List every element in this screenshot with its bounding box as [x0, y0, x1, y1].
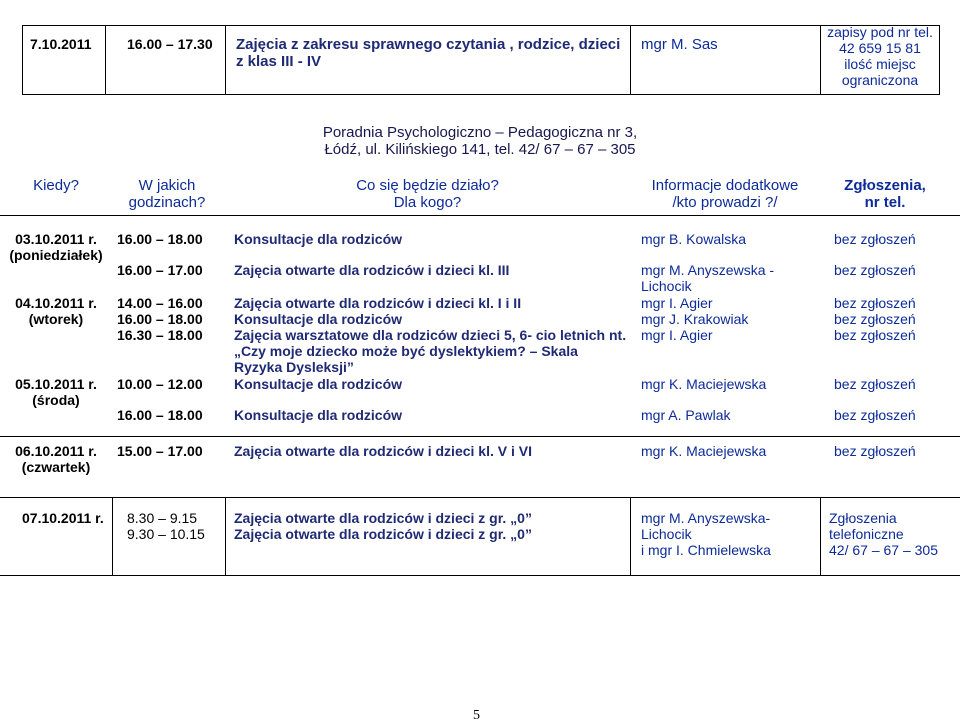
header-info — [630, 177, 820, 211]
row-date-thu — [0, 443, 112, 475]
top-activity-line2: z klas III - IV — [236, 53, 322, 70]
date-label: 05.10.2011 r. — [15, 376, 97, 392]
instructor: mgr A. Pawlak — [641, 407, 731, 423]
activity: Konsultacje dla rodziców — [234, 407, 403, 423]
top-table-divider — [105, 25, 106, 95]
instructor: mgr I. Agier — [641, 327, 713, 343]
top-registration — [820, 24, 940, 88]
instructor: Lichocik — [641, 526, 692, 542]
row-date-wed — [0, 376, 112, 408]
institution-name: Poradnia Psychologiczno – Pedagogiczna nr 3, — [322, 124, 638, 141]
activity: Zajęcia otwarte dla rodziców i dzieci kl. V i VI — [234, 443, 532, 459]
day-label: (poniedziałek) — [9, 247, 103, 263]
row-rule — [0, 575, 960, 576]
top-table-border-top — [22, 25, 940, 26]
activity: Zajęcia otwarte dla rodziców i dzieci kl. I i II — [234, 295, 522, 311]
registration-info: 42/ 67 – 67 – 305 — [829, 542, 938, 558]
registration-info: bez zgłoszeń — [834, 443, 916, 459]
time-slot: 14.00 – 16.00 — [117, 295, 203, 311]
activity: Konsultacje dla rodziców — [234, 311, 403, 327]
header-rule — [0, 215, 960, 216]
activity: Konsultacje dla rodziców — [234, 231, 403, 247]
header-when: Kiedy? — [33, 177, 79, 194]
time-slot: 16.00 – 18.00 — [117, 231, 203, 247]
registration-info: bez zgłoszeń — [834, 376, 916, 392]
top-registration-line3: ilość miejsc — [844, 56, 916, 72]
time-slot: 16.00 – 17.00 — [117, 262, 203, 278]
registration-info: telefoniczne — [829, 526, 904, 542]
top-activity-line1: Zajęcia z zakresu sprawnego czytania , rodzice, dzieci — [236, 36, 621, 53]
registration-info: bez zgłoszeń — [834, 327, 916, 343]
activity: Zajęcia otwarte dla rodziców i dzieci z gr. „0” — [234, 510, 532, 526]
header-hours-line2: godzinach? — [128, 194, 206, 211]
registration-info: bez zgłoszeń — [834, 231, 916, 247]
top-table-divider — [225, 25, 226, 95]
instructor: i mgr I. Chmielewska — [641, 542, 771, 558]
header-info-line2: /kto prowadzi ?/ — [672, 194, 778, 211]
date-label: 07.10.2011 r. — [22, 510, 104, 526]
top-person: mgr M. Sas — [641, 36, 718, 53]
column-divider — [112, 497, 113, 576]
top-table-divider — [630, 25, 631, 95]
activity: Ryzyka Dysleksji” — [234, 359, 354, 375]
column-divider — [225, 497, 226, 576]
header-registration-line2: nr tel. — [864, 194, 906, 211]
registration-info: bez zgłoszeń — [834, 262, 916, 278]
instructor: mgr K. Maciejewska — [641, 376, 767, 392]
header-hours — [112, 177, 222, 211]
top-registration-line2: 42 659 15 81 — [839, 40, 921, 56]
top-time: 16.00 – 17.30 — [127, 36, 213, 52]
row-rule — [0, 436, 960, 437]
instructor: mgr J. Krakowiak — [641, 311, 749, 327]
instructor: mgr I. Agier — [641, 295, 713, 311]
date-label: 03.10.2011 r. — [15, 231, 97, 247]
time-slot: 16.00 – 18.00 — [117, 407, 203, 423]
header-info-line1: Informacje dodatkowe — [651, 177, 799, 194]
top-registration-line1: zapisy pod nr tel. — [827, 24, 933, 40]
row-date-tue — [0, 295, 112, 327]
row-date-mon — [0, 231, 112, 263]
activity: Konsultacje dla rodziców — [234, 376, 403, 392]
top-table-border-bottom — [22, 94, 940, 95]
day-label: (czwartek) — [21, 459, 91, 475]
time-slot: 16.00 – 18.00 — [117, 311, 203, 327]
instructor: mgr M. Anyszewska - — [641, 262, 775, 278]
instructor: mgr B. Kowalska — [641, 231, 747, 247]
institution-address: Łódź, ul. Kilińskiego 141, tel. 42/ 67 – 67 – 305 — [324, 141, 636, 158]
time-slot: 9.30 – 10.15 — [127, 526, 205, 542]
activity: Zajęcia otwarte dla rodziców i dzieci kl. III — [234, 262, 510, 278]
page-number: 5 — [473, 708, 480, 723]
column-divider — [820, 497, 821, 576]
top-registration-line4: ograniczona — [841, 72, 919, 88]
activity: „Czy moje dziecko może być dyslektykiem? – Skala — [234, 343, 578, 359]
header-registration — [815, 177, 955, 211]
header-what — [225, 177, 630, 211]
day-label: (wtorek) — [28, 311, 84, 327]
activity: Zajęcia otwarte dla rodziców i dzieci z gr. „0” — [234, 526, 532, 542]
header-what-line2: Dla kogo? — [393, 194, 462, 211]
date-label: 04.10.2011 r. — [15, 295, 97, 311]
time-slot: 8.30 – 9.15 — [127, 510, 198, 526]
registration-info: Zgłoszenia — [829, 510, 897, 526]
date-label: 06.10.2011 r. — [15, 443, 97, 459]
registration-info: bez zgłoszeń — [834, 311, 916, 327]
instructor: mgr M. Anyszewska- — [641, 510, 771, 526]
time-slot: 10.00 – 12.00 — [117, 376, 203, 392]
header-registration-line1: Zgłoszenia, — [844, 177, 926, 194]
column-divider — [630, 497, 631, 576]
row-rule — [0, 497, 960, 498]
header-hours-line1: W jakich — [138, 177, 196, 194]
time-slot: 16.30 – 18.00 — [117, 327, 203, 343]
instructor: mgr K. Maciejewska — [641, 443, 767, 459]
activity: Zajęcia warsztatowe dla rodziców dzieci 5, 6- cio letnich nt. — [234, 327, 627, 343]
time-slot: 15.00 – 17.00 — [117, 443, 203, 459]
registration-info: bez zgłoszeń — [834, 407, 916, 423]
instructor: Lichocik — [641, 278, 692, 294]
top-table-border-left — [22, 25, 23, 95]
header-what-line1: Co się będzie działo? — [356, 177, 499, 194]
day-label: (środa) — [32, 392, 80, 408]
institution-heading — [180, 124, 780, 158]
registration-info: bez zgłoszeń — [834, 295, 916, 311]
top-date: 7.10.2011 — [30, 36, 92, 52]
